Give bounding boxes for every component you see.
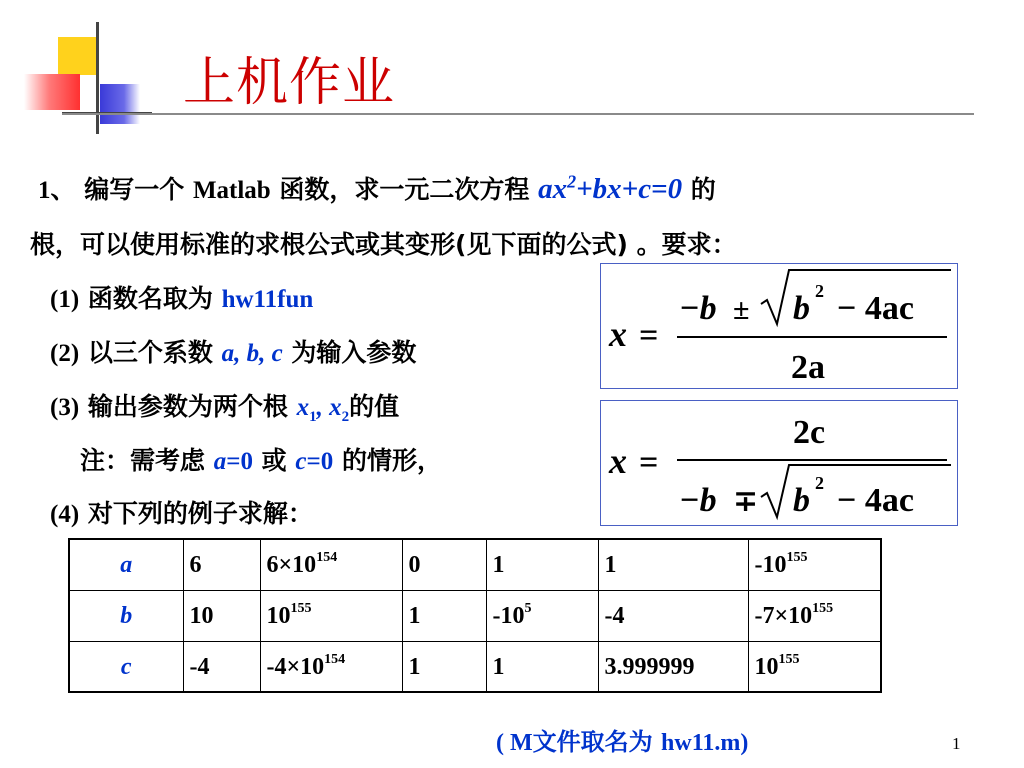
requirement-3: (3) 输出参数为两个根 $x_1$, $x_2$的值 (50, 392, 400, 425)
formula2-minusplus: ∓ (733, 485, 759, 518)
requirement-4: (4) 对下列的例子求解： (50, 499, 313, 528)
function-name: hw11fun (221, 286, 314, 313)
logo-yellow-square (58, 37, 98, 75)
formula1-minus-b: −b (679, 290, 717, 327)
table-cell: $-10^{155}$ (748, 539, 881, 590)
task-number: 1、 (38, 177, 76, 204)
formula2-minus-b: −b (679, 482, 717, 519)
logo-vertical-line (96, 22, 99, 134)
page-number: 1 (952, 734, 961, 753)
logo-red-bar (24, 74, 80, 110)
page-title: 上机作业 (183, 53, 396, 113)
coefficient-names: a, b, c (221, 340, 283, 367)
formula1-rad-rest: − 4ac (837, 290, 914, 327)
table-cell: 0 (402, 539, 486, 590)
table-cell: $10^{155}$ (260, 590, 402, 641)
requirement-1: (1) 函数名取为 hw11fun (50, 284, 314, 313)
table-cell: 6 (183, 539, 260, 590)
requirement-2: (2) 以三个系数 a, b, c 为输入参数 (50, 338, 417, 367)
note-line: 注：需考虑 a=0 或 c=0 的情形， (80, 446, 442, 475)
table-cell: -4 (183, 641, 260, 692)
table-cell: $10^{155}$ (748, 641, 881, 692)
equation-ax2: $ax^2+bx+c=0$ (538, 171, 683, 205)
table-cell: 3.999999 (598, 641, 748, 692)
formula2-lhs: x (609, 441, 627, 481)
row-label: c (69, 641, 183, 692)
matlab-label: Matlab (192, 177, 271, 204)
table-cell: $6\times 10^{154}$ (260, 539, 402, 590)
quadratic-formula (601, 264, 957, 388)
formula-box-standard (600, 263, 958, 389)
formula2-equals: = (639, 444, 659, 481)
table-cell: $-4\times 10^{154}$ (260, 641, 402, 692)
formula1-plusminus: ± (733, 293, 750, 326)
formula1-lhs: x (609, 314, 627, 354)
title-divider (62, 113, 974, 115)
row-label: a (69, 539, 183, 590)
formula1-equals: = (639, 317, 659, 354)
formula1-denominator: 2a (791, 349, 825, 386)
formula1-rad-exp: 2 (815, 281, 824, 301)
footer-note: ( M文件取名为 hw11.m) (496, 728, 749, 756)
task-line-2: 根，可以使用标准的求根公式或其变形(见下面的公式) 。要求： (30, 230, 737, 259)
table-cell: $-10^5$ (486, 590, 598, 641)
row-label: b (69, 590, 183, 641)
formula2-rad-exp: 2 (815, 473, 824, 493)
formula1-rad-b: b (793, 290, 810, 327)
table-row (69, 641, 881, 692)
table-cell: 1 (486, 539, 598, 590)
alternate-quadratic-formula (601, 401, 957, 525)
table-cell: 1 (402, 641, 486, 692)
table-row (69, 590, 881, 641)
formula2-rad-b: b (793, 482, 810, 519)
table-cell: 1 (598, 539, 748, 590)
formula2-rad-rest: − 4ac (837, 482, 914, 519)
table-cell: $-7\times 10^{155}$ (748, 590, 881, 641)
formula-box-alternate (600, 400, 958, 526)
test-cases-table (68, 538, 882, 693)
table-cell: -4 (598, 590, 748, 641)
table-cell: 1 (486, 641, 598, 692)
formula2-numerator: 2c (793, 414, 826, 451)
table-cell: 10 (183, 590, 260, 641)
table-row (69, 539, 881, 590)
root-names: $x_1$, $x_2$ (296, 394, 350, 425)
task-line-1: 1、 编写一个 Matlab 函数，求一元二次方程 $ax^2+bx+c=0$ 的 (38, 171, 716, 205)
table-cell: 1 (402, 590, 486, 641)
logo-blue-square (100, 84, 140, 124)
